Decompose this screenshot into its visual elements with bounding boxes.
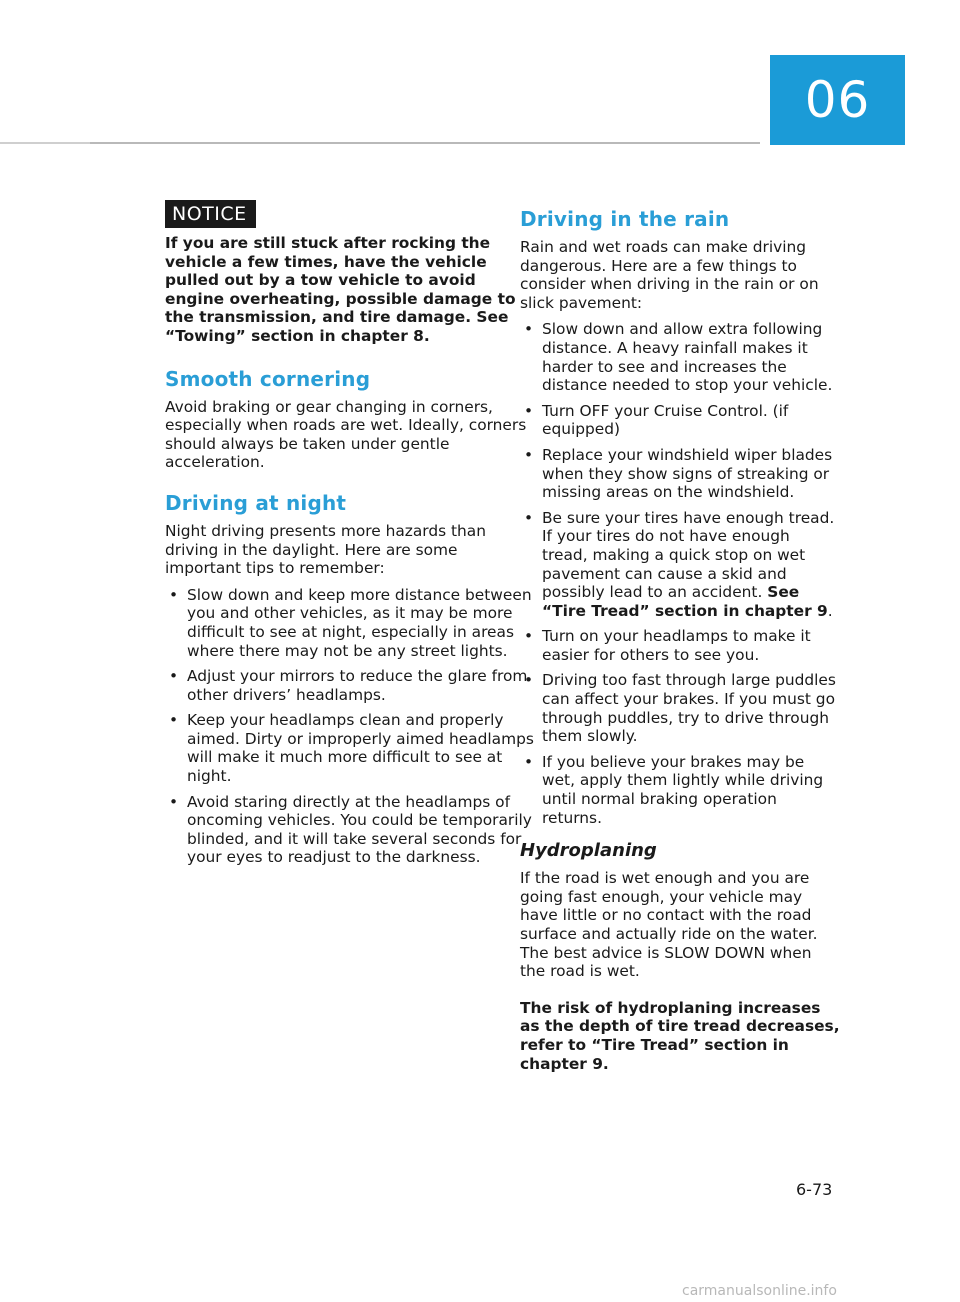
heading-driving-at-night: Driving at night bbox=[165, 490, 347, 515]
chapter-tab: 06 bbox=[770, 55, 905, 145]
heading-driving-in-rain: Driving in the rain bbox=[520, 207, 730, 231]
list-item: • If you believe your brakes may be wet, apply them lightly while driving until normal braking operation returns. bbox=[520, 753, 840, 827]
list-item-tire-tread bbox=[520, 509, 840, 621]
list-item: • Keep your headlamps clean and properly aimed. Dirty or improperly aimed headlamps will make it much more difficult to see at night. bbox=[165, 711, 537, 785]
list-item: • Turn OFF your Cruise Control. (if equipped) bbox=[520, 402, 840, 439]
tire-tread-end: . bbox=[827, 601, 833, 620]
heading-smooth-cornering: Smooth cornering bbox=[165, 366, 371, 391]
tire-tread-text: Be sure your tires have enough tread. If your tires do not have enough tread, making a quick stop on wet pavement can cause a skid and possibly lead to an accident. bbox=[542, 508, 835, 602]
page-number: 6-73 bbox=[796, 1180, 833, 1199]
driving-in-rain-intro: Rain and wet roads can make driving dangerous. Here are a few things to consider when driving in the rain or on slick pavement: bbox=[520, 238, 819, 312]
watermark: carmanualsonline.info bbox=[682, 1283, 837, 1299]
night-tips-list bbox=[165, 586, 537, 867]
notice-text: If you are still stuck after rocking the vehicle a few times, have the vehicle pulled out by a tow vehicle to avoid engine overheating, possible damage to the transmission, and tire damage. See “Towing” section in chapter 8. bbox=[165, 234, 516, 345]
hydroplaning-note: The risk of hydroplaning increases as the depth of tire tread decreases, refer to “Tire Tread” section in chapter 9. bbox=[520, 998, 840, 1073]
hydroplaning-body: If the road is wet enough and you are going fast enough, your vehicle may have little or no contact with the road surface and actually ride on the water. The best advice is SLOW DOWN when the road is wet. bbox=[520, 869, 818, 981]
header-rule bbox=[0, 142, 760, 144]
left-column bbox=[165, 200, 537, 879]
list-item: • Slow down and allow extra following distance. A heavy rainfall makes it harder to see and increases the distance needed to stop your vehicle. bbox=[520, 320, 840, 394]
heading-hydroplaning: Hydroplaning bbox=[520, 840, 657, 862]
smooth-cornering-body: Avoid braking or gear changing in corners, especially when roads are wet. Ideally, corners should always be taken under gentle acceleration. bbox=[165, 397, 527, 472]
list-item: • Driving too fast through large puddles can affect your brakes. If you must go through puddles, try to drive through them slowly. bbox=[520, 671, 840, 745]
list-item: • Turn on your headlamps to make it easier for others to see you. bbox=[520, 627, 840, 664]
list-item: • Replace your windshield wiper blades when they show signs of streaking or missing areas on the windshield. bbox=[520, 446, 840, 502]
notice-badge: NOTICE bbox=[165, 200, 256, 228]
rain-tips-list bbox=[520, 320, 840, 827]
tire-tread-reference: See “Tire Tread” section in chapter 9 bbox=[542, 583, 828, 620]
driving-at-night-intro: Night driving presents more hazards than driving in the daylight. Here are some important tips to remember: bbox=[165, 521, 486, 578]
right-column bbox=[520, 206, 840, 1091]
list-item: • Avoid staring directly at the headlamps of oncoming vehicles. You could be temporarily blinded, and it will take several seconds for your eyes to readjust to the darkness. bbox=[165, 793, 537, 867]
list-item: • Adjust your mirrors to reduce the glare from other drivers’ headlamps. bbox=[165, 667, 537, 704]
list-item: • Slow down and keep more distance between you and other vehicles, as it may be more difficult to see at night, especially in areas where there may not be any street lights. bbox=[165, 586, 537, 660]
